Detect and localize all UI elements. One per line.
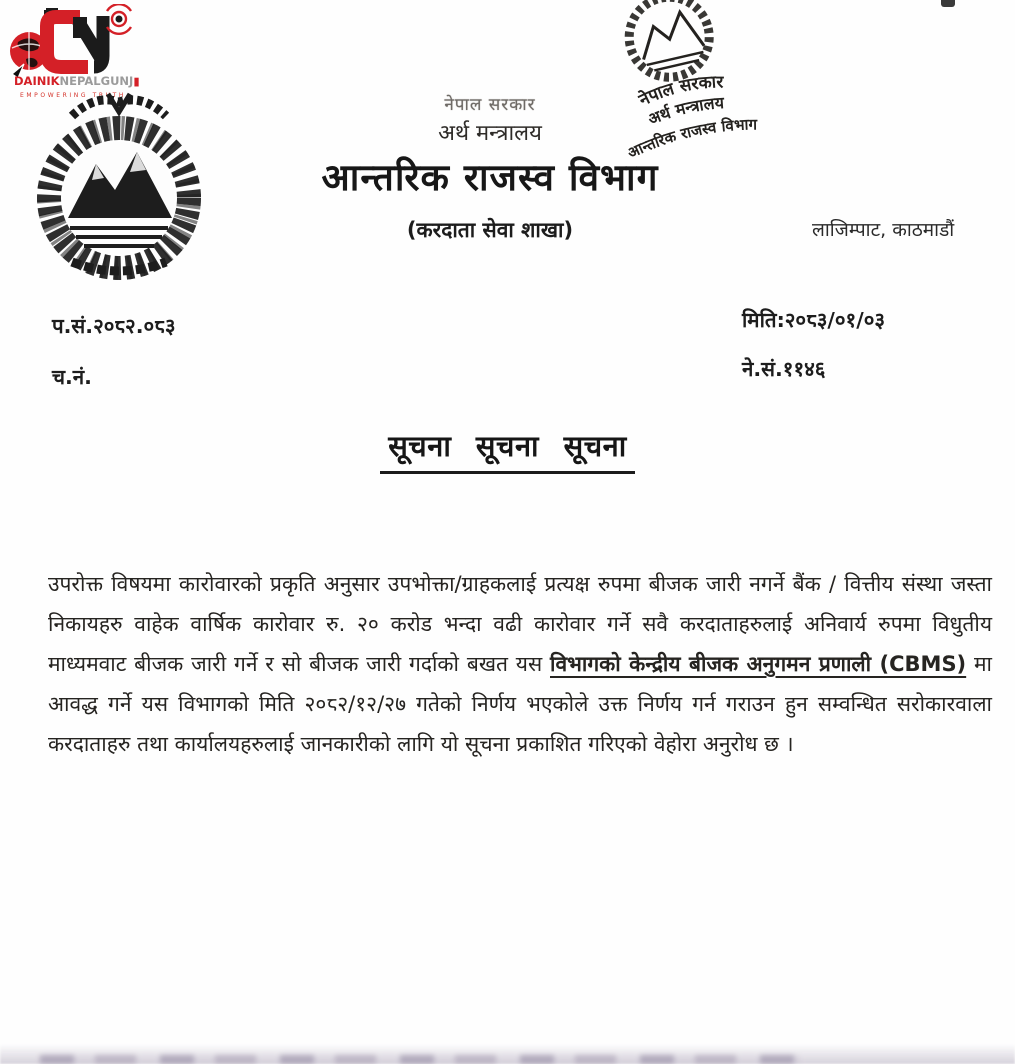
signal-waves-icon [107, 4, 131, 34]
logo-wordmark: DAINIKNEPALGUNJ▮ [14, 74, 140, 88]
stamp-line1: नेपाल सरकार [636, 72, 724, 111]
department-name: आन्तरिक राजस्व विभाग [321, 155, 659, 199]
office-stamp [570, 0, 795, 178]
body-text-start: उपरोक्त विषयमा कारोवारको प्रकृति अनुसार उपभोक्ता/ग्राहकलाई प्रत्यक्ष रुपमा बीजक जारी नगर्ने बैंक / वित्तीय संस्था जस्ता निकायहरु वाहेक वार्षिक कारोवार रु. २० करोड भन्दा वढी कारोवार गर्ने सवै करदाताहरुलाई अनिवार्य रुपमा विधुतीय माध्यमवाट बीजक जारी गर्ने र सो बीजक जारी गर्दाको बखत यस [48, 572, 992, 676]
branch-name: (करदाता सेवा शाखा) [406, 218, 574, 243]
government-name: नेपाल सरकार [444, 95, 536, 115]
logo-tagline: EMPOWERING TRUTH [20, 92, 127, 99]
dispatch-number: च.नं. [52, 365, 92, 389]
scan-bottom-smudge [0, 1044, 1015, 1064]
notice-title [0, 426, 1015, 474]
notice-title-text: सूचना सूचना सूचना [380, 426, 635, 474]
notice-body [48, 564, 992, 764]
body-text-emphasis-cbms: विभागको केन्द्रीय बीजक अनुगमन प्रणाली (CBMS) [550, 652, 967, 676]
serial-number: ने.सं.११४६ [742, 357, 826, 381]
nepal-emblem [20, 86, 218, 294]
scan-corner-mark [941, 0, 955, 7]
stamp-line2: अर्थ मन्त्रालय [645, 93, 725, 129]
reference-left [52, 312, 176, 391]
ministry-name: अर्थ मन्त्रालय [438, 120, 542, 146]
dn-monogram [47, 16, 103, 67]
reference-right [742, 306, 885, 383]
office-address: लाजिम्पाट, काठमाडौं [812, 219, 955, 241]
stamp-line3: आन्तरिक राजस्व विभाग [624, 115, 758, 163]
document-date: मिति:२०८३/०१/०३ [742, 308, 886, 332]
body-text-end: मा आवद्ध गर्ने यस विभागको मिति २०८२/१२/२७ गतेको निर्णय भएकोले उक्त निर्णय गर्न गराउन हुन सम्वन्धित सरोकारवाला करदाताहरु तथा कार्यालयहरुलाई जानकारीको लागि यो सूचना प्रकाशित गरिएको वेहोरा अनुरोध छ । [48, 652, 992, 756]
letter-number: प.सं.२०८२.०८३ [52, 314, 176, 338]
